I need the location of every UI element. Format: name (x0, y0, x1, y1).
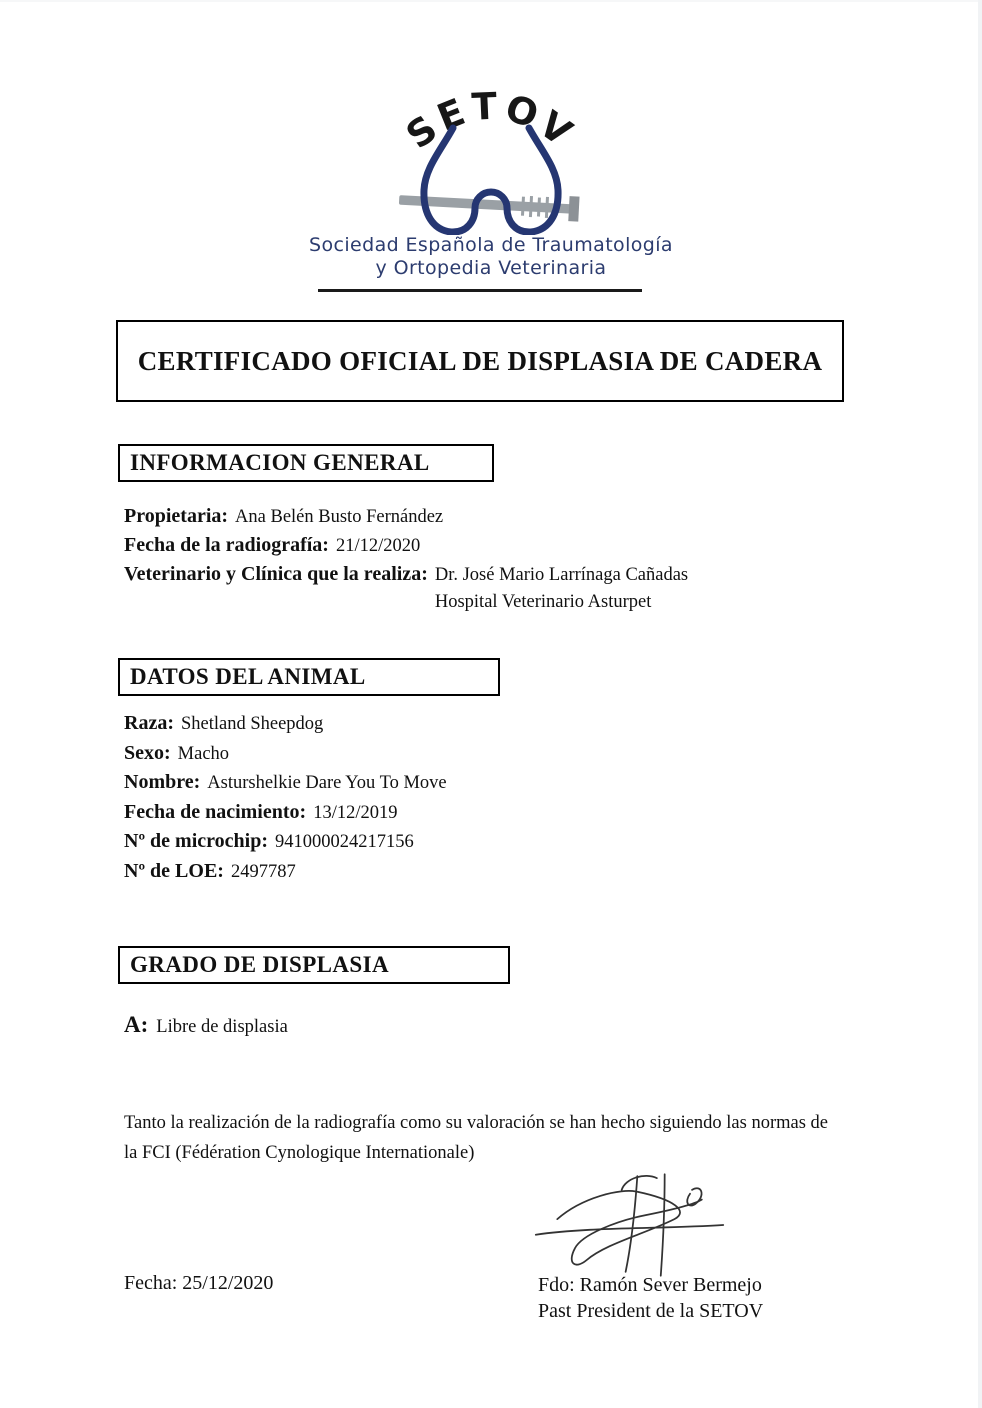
field-sexo (124, 742, 447, 765)
certificate-title: CERTIFICADO OFICIAL DE DISPLASIA DE CADERA (137, 345, 823, 376)
field-value: Macho (177, 743, 230, 764)
field-label: Veterinario y Clínica que la realiza: (124, 563, 428, 585)
setov-logo-icon (371, 80, 611, 235)
field-nombre (124, 771, 447, 794)
animal-fields (124, 712, 447, 889)
grade-description: Libre de displasia (156, 1017, 288, 1037)
section-header-informacion-general (118, 444, 494, 482)
fci-compliance-note: Tanto la realización de la radiografía como su valoración se han hecho siguiendo las normas de la FCI (Fédération Cynologique Internationale) (124, 1113, 829, 1163)
org-name-line2: y Ortopedia Veterinaria (375, 257, 607, 279)
certificate-date: Fecha: 25/12/2020 (124, 1272, 274, 1294)
field-label: Fecha de la radiografía: (124, 533, 329, 556)
field-label: Propietaria: (124, 505, 229, 527)
field-label: Nº de microchip: (124, 830, 268, 852)
setov-acronym: SETOV (398, 84, 584, 158)
general-fields (124, 505, 688, 622)
field-value: Ana Belén Busto Fernández (235, 507, 444, 527)
field-microchip (124, 830, 447, 853)
signer-title: Past President de la SETOV (538, 1300, 764, 1322)
signature-block (538, 1272, 763, 1324)
field-label: Nombre: (124, 771, 201, 793)
field-value: Shetland Sheepdog (180, 714, 324, 734)
signed-by: Fdo: Ramón Sever Bermejo (538, 1274, 762, 1296)
org-name-line1: Sociedad Española de Traumatología (309, 234, 673, 256)
field-value: 13/12/2019 (313, 802, 398, 823)
field-propietaria (124, 505, 688, 528)
field-value: 2497787 (230, 861, 296, 882)
section-heading: GRADO DE DISPLASIA (130, 952, 389, 977)
field-value: Asturshelkie Dare You To Move (207, 773, 447, 793)
logo-divider (318, 289, 642, 292)
field-value: 941000024217156 (275, 832, 414, 852)
signature-image (528, 1170, 733, 1278)
field-value (435, 562, 688, 616)
field-label: Fecha de nacimiento: (124, 800, 307, 823)
field-veterinario-clinica (124, 562, 688, 616)
field-raza (124, 712, 447, 735)
field-value: 21/12/2020 (335, 535, 421, 556)
grade-letter: A: (124, 1012, 149, 1037)
section-heading: DATOS DEL ANIMAL (130, 664, 366, 689)
dysplasia-grade (124, 1012, 288, 1038)
certificate-title-box (116, 320, 844, 402)
field-loe (124, 860, 447, 883)
field-fecha-radiografia (124, 534, 688, 557)
section-heading: INFORMACION GENERAL (130, 450, 430, 475)
field-label: Raza: (124, 712, 174, 734)
veterinarian-name: Dr. José Mario Larrínaga Cañadas (434, 565, 689, 585)
field-label: Sexo: (124, 741, 171, 764)
field-fecha-nacimiento (124, 801, 447, 824)
field-label: Nº de LOE: (124, 859, 224, 882)
section-header-grado-displasia (118, 946, 510, 984)
clinic-name: Hospital Veterinario Asturpet (434, 592, 652, 612)
section-header-datos-animal (118, 658, 500, 696)
